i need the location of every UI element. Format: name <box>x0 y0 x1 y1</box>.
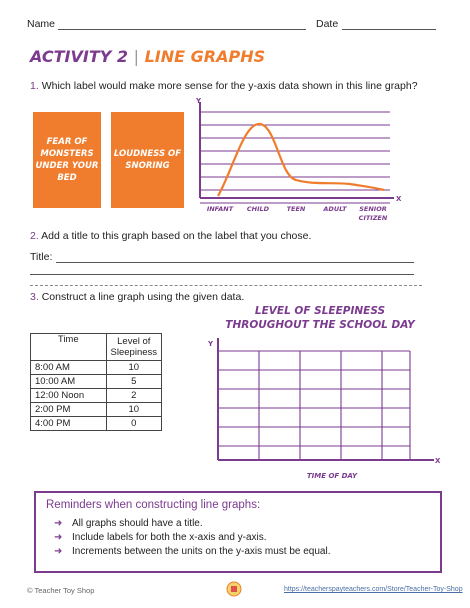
question-2 <box>30 230 311 242</box>
sample-line-graph <box>192 92 432 232</box>
x-label-senior: SENIOR <box>359 205 387 213</box>
arrow-icon: ➜ <box>54 546 63 557</box>
table-cell: 5 <box>106 375 161 389</box>
x-label-child: CHILD <box>246 205 270 213</box>
title-answer-line-1[interactable] <box>56 262 414 263</box>
table-cell: 4:00 PM <box>31 417 107 431</box>
reminders-box <box>34 491 442 573</box>
arrow-icon: ➜ <box>54 532 63 543</box>
table-cell: 0 <box>106 417 161 431</box>
data-table <box>30 333 162 431</box>
option-box-1[interactable]: FEAR OF MONSTERS UNDER YOUR BED <box>33 112 101 208</box>
table-cell: 10 <box>106 361 161 375</box>
sample-graph-y-letter: Y <box>196 97 202 105</box>
activity-label: ACTIVITY 2 <box>30 47 129 66</box>
table-cell: 2:00 PM <box>31 403 107 417</box>
table-row <box>31 417 162 431</box>
store-link[interactable]: https://teacherspayteachers.com/Store/Teacher-Toy-Shop <box>284 586 463 593</box>
table-row <box>31 403 162 417</box>
list-item: ➜ Include labels for both the x-axis and y-axis. <box>54 532 267 543</box>
page-title <box>30 47 265 66</box>
question-1 <box>30 80 418 92</box>
option-box-2[interactable]: LOUDNESS OF SNORING <box>111 112 184 208</box>
table-header-level: Level of Sleepiness <box>106 334 161 361</box>
table-cell: 8:00 AM <box>31 361 107 375</box>
question-2-text: Add a title to this graph based on the label that you chose. <box>41 230 312 242</box>
question-3 <box>30 291 244 303</box>
date-label: Date <box>316 18 339 30</box>
blank-graph-y-letter: Y <box>208 340 214 348</box>
list-item: ➜ Increments between the units on the y-axis must be equal. <box>54 546 331 557</box>
table-row <box>31 361 162 375</box>
question-3-text: Construct a line graph using the given data. <box>41 291 245 303</box>
x-label-citizen: CITIZEN <box>358 214 388 222</box>
question-1-text: Which label would make more sense for the y-axis data shown in this line graph? <box>41 80 418 92</box>
blank-graph-title <box>200 304 440 332</box>
blank-graph-title-line-1: LEVEL OF SLEEPINESS <box>254 305 386 317</box>
blank-graph-x-label: TIME OF DAY <box>306 472 358 480</box>
question-3-number: 3. <box>30 291 39 303</box>
sample-graph-x-letter: X <box>396 195 402 203</box>
topic-label: LINE GRAPHS <box>144 47 266 66</box>
blank-graph-title-line-2: THROUGHOUT THE SCHOOL DAY <box>225 319 415 331</box>
question-1-number: 1. <box>30 80 39 92</box>
table-row <box>31 389 162 403</box>
title-separator: | <box>133 47 140 66</box>
arrow-icon: ➜ <box>54 518 63 529</box>
reminders-list <box>54 517 330 559</box>
sample-graph-grid <box>200 112 390 203</box>
blank-graph[interactable] <box>204 334 444 486</box>
name-label: Name <box>27 18 56 30</box>
blank-graph-x-letter: X <box>435 457 441 465</box>
table-cell: 10:00 AM <box>31 375 107 389</box>
table-cell: 2 <box>106 389 161 403</box>
blank-graph-grid <box>218 351 410 460</box>
reminders-heading: Reminders when constructing line graphs: <box>46 499 261 511</box>
question-2-number: 2. <box>30 230 39 242</box>
title-label: Title: <box>30 251 53 263</box>
name-field[interactable] <box>58 29 306 30</box>
sample-graph-curve <box>218 124 384 196</box>
title-answer-line-2[interactable] <box>30 274 414 275</box>
x-label-teen: TEEN <box>286 205 306 213</box>
section-divider <box>30 285 422 286</box>
table-cell: 12:00 Noon <box>31 389 107 403</box>
x-label-infant: INFANT <box>206 205 234 213</box>
x-label-adult: ADULT <box>323 205 347 213</box>
table-row <box>31 375 162 389</box>
logo-icon <box>226 580 242 598</box>
table-header-time: Time <box>31 334 107 361</box>
copyright: © Teacher Toy Shop <box>27 586 95 595</box>
date-field[interactable] <box>342 29 436 30</box>
table-cell: 10 <box>106 403 161 417</box>
list-item: ➜ All graphs should have a title. <box>54 518 203 529</box>
